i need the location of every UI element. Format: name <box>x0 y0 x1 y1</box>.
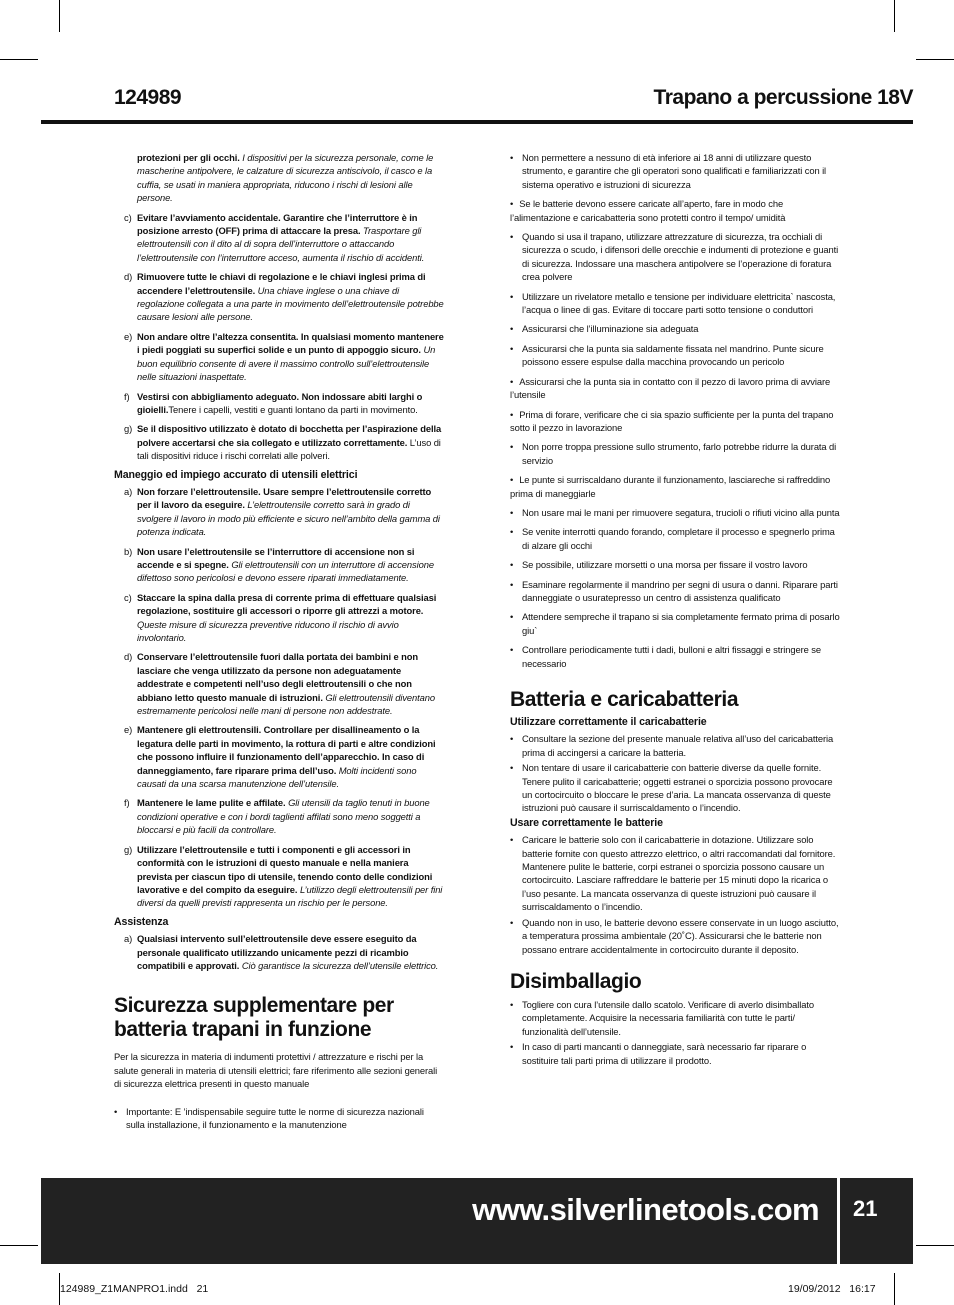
list-item: • Consultare la sezione del presente manuale relativa all’uso del caricabatteria prima di accingersi a caricare la batteria. <box>510 733 834 758</box>
crop-mark <box>0 1245 38 1246</box>
list-item: • Quando non in uso, le batterie devono essere conservate in un luogo asciutto, a temperatura prossima ambientale (20˚C). Assicurarsi che le batterie non possano entrare accidentalmente in cortocircuito durante il deposito. <box>510 916 839 955</box>
list-item: e) Non andare oltre l’altezza consentita. In qualsiasi momento mantenere i piedi poggiati su superfici solide e un punto di appoggio sicuro. Un buon equilibrio consente di avere il massimo controllo sull’elettroutensile nelle situazioni inaspettate. <box>124 330 444 383</box>
list-item: g) Se il dispositivo utilizzato è dotato di bocchetta per l’aspirazione della polvere accertarsi che sia collegato e utilizzato correttamente. L’uso di tali dispositivi riduce i rischi correlati alle polveri. <box>124 423 442 462</box>
list-item: • Non usare mai le mani per rimuovere segatura, trucioli o rifiuti vicino alla punta <box>510 506 840 518</box>
list-item: d) Rimuovere tutte le chiavi di regolazione e le chiavi inglesi prima di accendere l’elettroutensile. Una chiave inglese o una chiave di regolazione collegata a una parte in movimento dell’elettroutensile potrebbe causare lesioni alle persone. <box>124 271 444 323</box>
list-item: • Importante: E ’indispensabile seguire tutte le norme di sicurezza nazionali sulla installazione, il funzionamento e la manutenzione <box>114 1105 424 1130</box>
list-item: • Non porre troppa pressione sullo strumento, farlo potrebbe ridurre la durata di servizio <box>510 441 837 466</box>
list-item: • Se possibile, utilizzare morsetti o una morsa per fissare il vostro lavoro <box>510 559 808 571</box>
section-heading: Usare correttamente le batterie <box>510 816 663 829</box>
footer-bar <box>41 1178 837 1264</box>
crop-mark <box>894 0 895 32</box>
list-item: • Utilizzare un rivelatore metallo e tensione per individuare elettricita` nascosta, l’acqua o linee di gas. Evitare di toccare parti sotto tensione o conduttori <box>510 290 836 316</box>
list-item: • Non permettere a nessuno di età inferiore ai 18 anni di utilizzare questo strumento, e garantire che gli operatori sono qualificati e familiarizzati con il sistema operativo e istruzioni di sicurezza <box>510 152 827 190</box>
list-item: f) Mantenere le lame pulite e affilate. Gli utensili da taglio tenuti in buone condizioni operative e con i bordi taglienti affilati sono meno soggetti a bloccarsi e più facili da controllare. <box>124 797 430 836</box>
header-rule <box>41 120 913 124</box>
print-slug-file: 124989_Z1MANPRO1.indd 21 <box>60 1283 209 1295</box>
left-column <box>114 151 444 1137</box>
right-column <box>510 151 840 1069</box>
section-heading: Assistenza <box>114 915 169 928</box>
list-item: d) Conservare l’elettroutensile fuori dalla portata dei bambini e non lasciare che venga utilizzato da persone non adeguatamente addestrate e competenti nell’uso degli elettroutensili o che non abbiano letto questo manuale di istruzioni. Gli elettroutensili diventano estremamente pericolosi nelle mani di persone non addestrate. <box>124 651 436 717</box>
crop-mark <box>0 59 38 60</box>
section-heading: Utilizzare correttamente il caricabatterie <box>510 716 707 728</box>
print-slug-date: 19/09/2012 16:17 <box>788 1283 876 1295</box>
list-item: b) Non usare l’elettroutensile se l’interruttore di accensione non si accende e si spegne. Gli elettroutensili con un interruttore di accensione difettoso sono pericolosi e devono essere riparati immediatamente. <box>124 545 434 584</box>
list-item: • Togliere con cura l’utensile dallo scatolo. Verificare di averlo disimballato completamente. Acquisire la necessaria familiarità con tutte le parti/ funzionalità dell’utensile. <box>510 998 814 1037</box>
crop-mark <box>894 1273 895 1305</box>
list-item: • Controllare periodicamente tutti i dadi, bulloni e altri fissaggi e stringere se necessario <box>510 644 821 669</box>
list-item: • Le punte si surriscaldano durante il funzionamento, lasciareche si raffreddino prima di maneggiarle <box>510 474 831 499</box>
page-number: 21 <box>853 1196 878 1221</box>
safety-bullet-list <box>510 151 840 670</box>
section-title: Batteria e caricabatteria <box>510 688 739 711</box>
list-item: • Assicurarsi che l’illuminazione sia adeguata <box>510 323 699 335</box>
list-item: • Non tentare di usare il caricabatterie con batterie diverse da quelle fornite. Tenere pulito il caricabatterie; oggetti estranei o sporcizia possono provocare un cortocircuito o bloccare le prese d’aria. La mancata osservanza di queste istruzioni può causare il surriscaldamento o l’incendio. <box>510 762 833 814</box>
list-item: g) Utilizzare l’elettroutensile e tutti i componenti e gli accessori in conformità con le istruzioni di questo manuale e nella maniera prevista per ciascun tipo di utensile, tenendo conto delle condizioni lavorative e del compito da eseguire. L’utilizzo degli elettroutensili per fini diversi da quelli previsti rappresenta un rischio per le persone. <box>124 843 443 909</box>
list-item: e) Mantenere gli elettroutensili. Controllare per disallineamento o la legatura delle parti in movimento, la rottura di parti e altre condizioni che possono influire il funzionamento dell’apparecchio. In caso di danneggiamento, fare riparare prima dell’uso. Molti incidenti sono causati da una scarsa manutenzione dell’utensile. <box>124 724 436 790</box>
list-item: • Se le batterie devono essere caricate all’aperto, fare in modo che l’alimentazione e caricabatteria sono protetti contro il tempo/ umidità <box>510 198 786 223</box>
list-item: • Attendere sempreche il trapano si sia completamente fermato prima di posarlo giu` <box>510 611 840 636</box>
list-item: • Se venite interrotti quando forando, completare il processo e spegnerlo prima di alzare gli occhi <box>510 526 835 551</box>
list-item: a) Qualsiasi intervento sull’elettroutensile deve essere eseguito da personale qualificato utilizzando unicamente pezzi di ricambio compatibili e approvati. Ciò garantisce la sicurezza dell’utensile elettrico. <box>124 933 439 971</box>
section-title: Disimballagio <box>510 969 642 993</box>
list-item: • Assicurarsi che la punta sia in contatto con il pezzo di lavoro prima di avviare l’utensile <box>510 375 831 401</box>
website-link[interactable]: www.silverlinetools.com <box>472 1192 819 1227</box>
crop-mark <box>59 0 60 32</box>
list-item: • Prima di forare, verificare che ci sia spazio sufficiente per la punta del trapano sotto il pezzo in lavorazione <box>510 408 834 433</box>
list-item: • Quando si usa il trapano, utilizzare attrezzature di sicurezza, tra occhiali di sicurezza o scudo, i difensori delle orecchie e indumenti di protezione e guanti di sicurezza. Indossare una maschera antipolvere se l’operazione di foratura crea polvere <box>510 231 839 283</box>
page-number-box <box>840 1178 913 1264</box>
list-item: c) Staccare la spina dalla presa di corrente prima di effettuare qualsiasi regolazione, sostituire gli accessori o riporre gli attrezzi a motore. Queste misure di sicurezza preventive riducono il rischio di avvio involontario. <box>124 591 437 643</box>
model-number: 124989 <box>114 86 182 109</box>
page-title: Trapano a percussione 18V <box>653 86 913 109</box>
section-title: Sicurezza supplementare per batteria trapani in funzione <box>114 994 394 1042</box>
list-item: • Caricare le batterie solo con il caricabatterie in dotazione. Utilizzare solo batterie fornite con questo attrezzo elettrico, o altri raccomandati dal fornitore. Mantenere pulite le batterie, corpi estranei o sporcizia possono causare un cortocircuito. Lasciare raffreddare le batterie per 15 minuti dopo la ricarica o l’uso pesante. La mancata osservanza di queste istruzioni può causare il surriscaldamento o l’incendio. <box>510 834 836 913</box>
list-item: a) Non forzare l’elettroutensile. Usare sempre l’elettroutensile corretto per il lavoro da eseguire. L’elettroutensile corretto sarà in grado di svolgere il lavoro in modo più efficiente e sicuro nell’ambito della gamma di potenza indicata. <box>124 485 440 538</box>
page-header <box>114 86 913 122</box>
list-item: protezioni per gli occhi. I dispositivi per la sicurezza personale, come le mascherine antipolvere, le calzature di sicurezza antiscivolo, il casco e la cuffia, se usati in maniera appropriata, riducono i rischi di lesioni alle persone. <box>137 152 434 204</box>
list-item: c) Evitare l’avviamento accidentale. Garantire che l’interruttore è in posizione arresto (OFF) prima di attaccare la presa. Trasportare gli elettroutensili con il dito al di sopra dell’interruttore o attaccando l’elettroutensile con l’interruttore acceso, aumenta il rischio di accidenti. <box>124 211 425 263</box>
paragraph: Per la sicurezza in materia di indumenti protettivi / attrezzature e rischi per la salute generali in materia di utensili elettrici; fare riferimento alle sezioni generali di sicurezza elettrica presenti in questo manuale <box>114 1051 438 1090</box>
crop-mark <box>916 59 954 60</box>
crop-mark <box>916 1245 954 1246</box>
list-item: • Esaminare regolarmente il mandrino per segni di usura o danni. Riparare parti danneggiate o usuratepresso un centro di assistenza qualificato <box>510 578 838 603</box>
section-heading: Maneggio ed impiego accurato di utensili elettrici <box>114 468 358 481</box>
list-item: • Assicurarsi che la punta sia saldamente fissata nel mandrino. Punte sicure poissono essere espulse dalla macchina provocando un pericolo <box>510 342 824 368</box>
list-item: f) Vestirsi con abbigliamento adeguato. Non indossare abiti larghi o gioielli.Tenere i capelli, vestiti e guanti lontano da parti in movimento. <box>124 390 423 415</box>
list-item: • In caso di parti mancanti o danneggiate, sarà necessario far riparare o sostituire tali parti prima di utilizzare il prodotto. <box>510 1041 807 1066</box>
